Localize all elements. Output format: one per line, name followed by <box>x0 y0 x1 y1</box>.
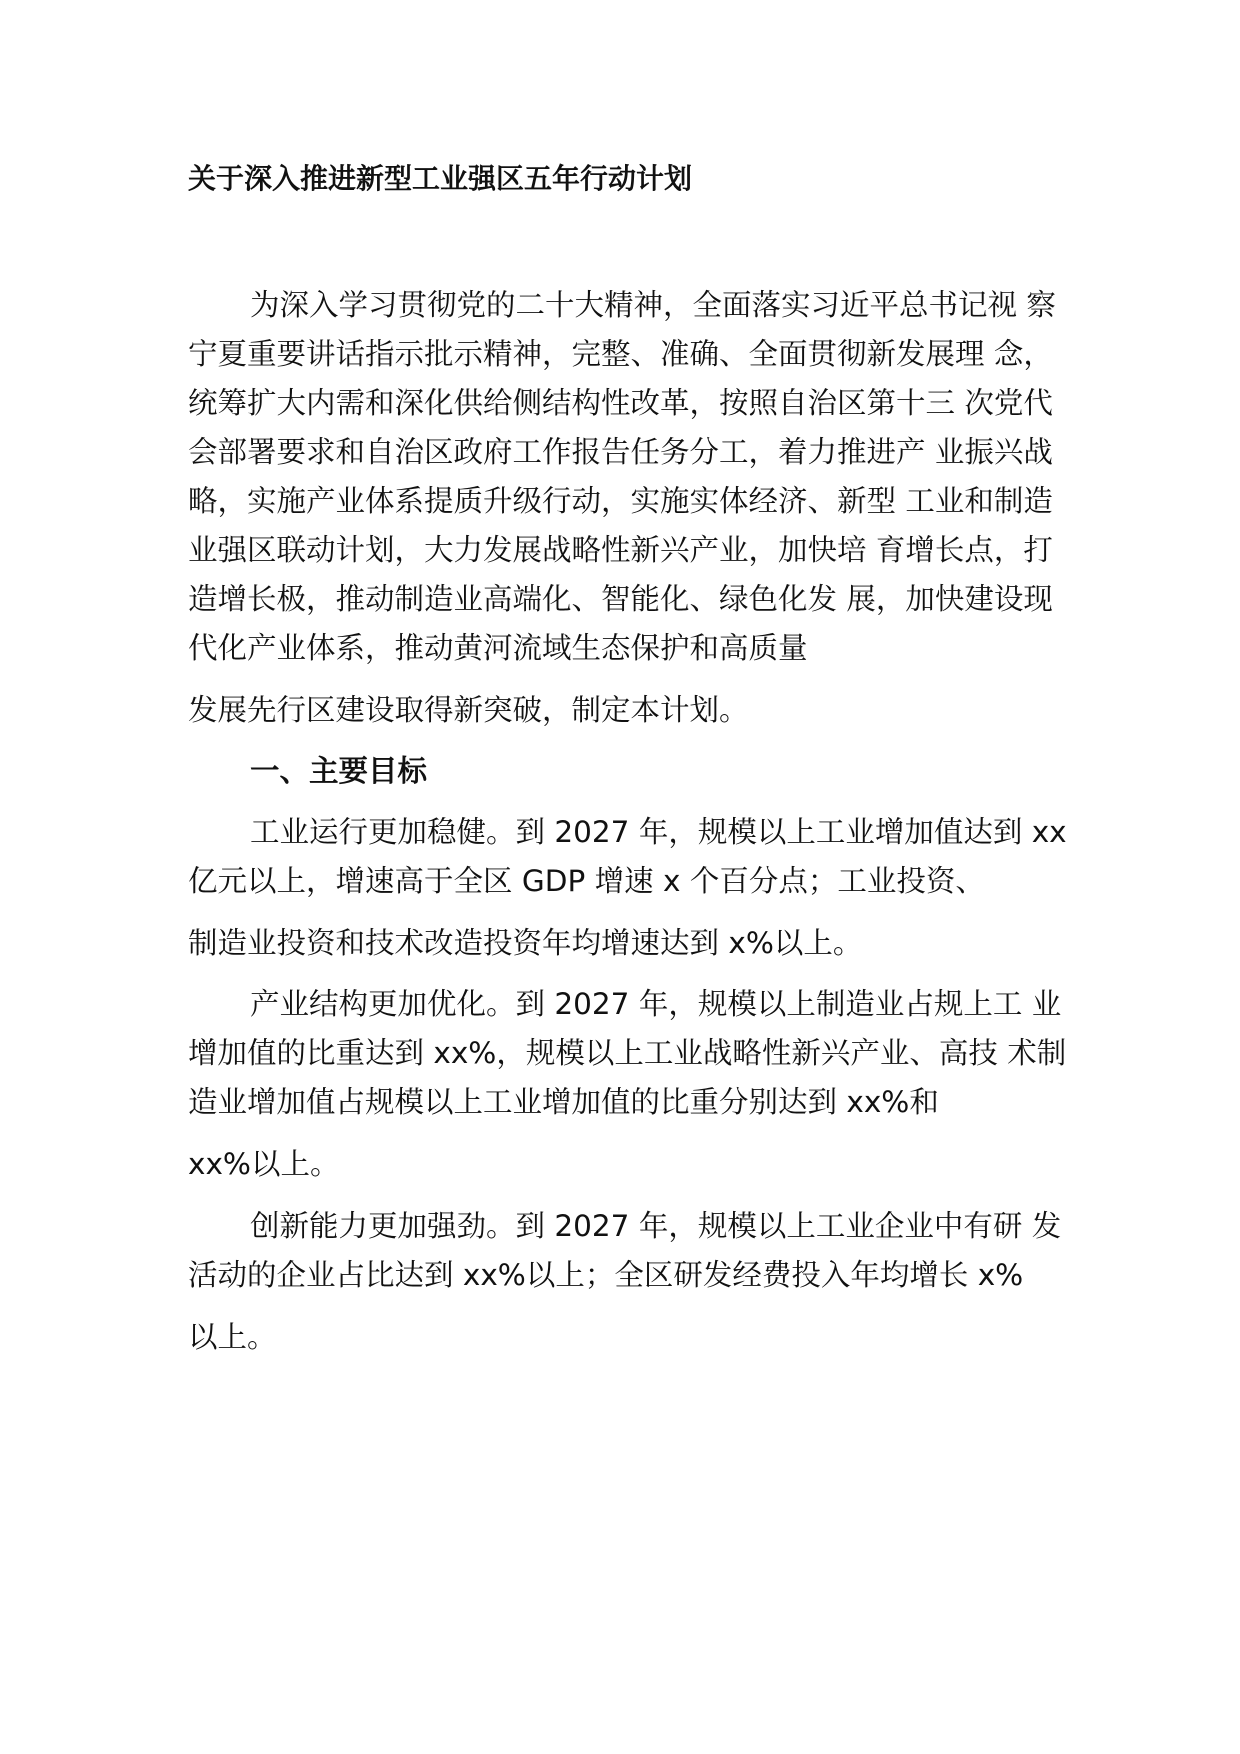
paragraph-line: 亿元以上，增速高于全区 GDP 增速 x 个百分点；工业投资、 <box>188 864 985 898</box>
paragraph-line: 创新能力更加强劲。到 2027 年，规模以上工业企业中有研 发 <box>250 1209 1062 1243</box>
paragraph-line: 会部署要求和自治区政府工作报告任务分工，着力推进产 业振兴战 <box>188 435 1053 469</box>
paragraph-line: 统筹扩大内需和深化供给侧结构性改革，按照自治区第十三 次党代 <box>188 386 1053 420</box>
paragraph-line: 为深入学习贯彻党的二十大精神，全面落实习近平总书记视 察 <box>250 288 1056 322</box>
section-heading: 一、主要目标 <box>250 754 428 788</box>
paragraph-line: 增加值的比重达到 xx%，规模以上工业战略性新兴产业、高技 术制 <box>188 1036 1067 1070</box>
paragraph-line: 业强区联动计划，大力发展战略性新兴产业，加快培 育增长点，打 <box>188 533 1053 567</box>
paragraph-line: 工业运行更加稳健。到 2027 年，规模以上工业增加值达到 xx <box>250 815 1067 849</box>
paragraph-line: 产业结构更加优化。到 2027 年，规模以上制造业占规上工 业 <box>250 987 1062 1021</box>
paragraph-line: 造增长极，推动制造业高端化、智能化、绿色化发 展，加快建设现 <box>188 582 1053 616</box>
paragraph-line: 略，实施产业体系提质升级行动，实施实体经济、新型 工业和制造 <box>188 484 1053 518</box>
paragraph-line: 宁夏重要讲话指示批示精神，完整、准确、全面贯彻新发展理 念， <box>188 337 1053 371</box>
paragraph-line: 造业增加值占规模以上工业增加值的比重分别达到 xx%和 <box>188 1085 939 1119</box>
paragraph-line: 活动的企业占比达到 xx%以上；全区研发经费投入年均增长 x% <box>188 1258 1024 1292</box>
paragraph-line: 发展先行区建设取得新突破，制定本计划。 <box>188 693 749 727</box>
paragraph-line: 以上。 <box>188 1320 277 1354</box>
paragraph-line: 制造业投资和技术改造投资年均增速达到 x%以上。 <box>188 926 863 960</box>
paragraph-line: xx%以上。 <box>188 1147 340 1181</box>
paragraph-line: 代化产业体系，推动黄河流域生态保护和高质量 <box>188 631 808 665</box>
document-title: 关于深入推进新型工业强区五年行动计划 <box>188 162 693 195</box>
